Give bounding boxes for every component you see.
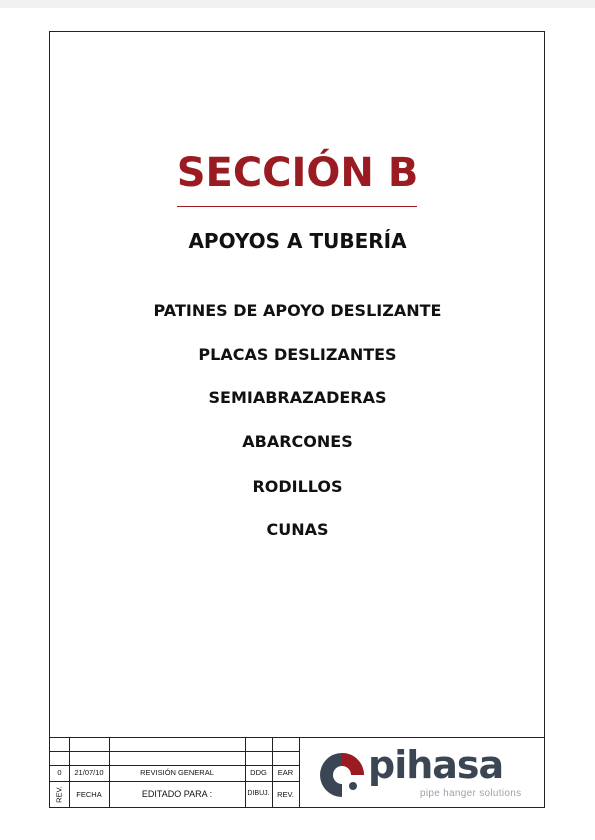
title-block-line — [50, 751, 300, 752]
list-item: CUNAS — [266, 520, 329, 539]
header-checked: REV. — [277, 790, 294, 799]
rev-checked: EAR — [277, 768, 294, 777]
rev-drawn: DDG — [250, 768, 267, 777]
logo-tagline: pipe hanger solutions — [420, 788, 522, 799]
list-item: SEMIABRAZADERAS — [208, 388, 387, 407]
title-underline — [177, 206, 417, 207]
list-item: ABARCONES — [242, 432, 353, 451]
list-item: RODILLOS — [252, 477, 343, 496]
rev-date: 21/07/10 — [74, 768, 104, 777]
pihasa-mark-icon — [317, 750, 367, 800]
section-subtitle: APOYOS A TUBERÍA — [188, 229, 407, 253]
header-edited-for: EDITADO PARA : — [141, 789, 213, 799]
list-item: PATINES DE APOYO DESLIZANTE — [153, 301, 442, 320]
drawing-frame — [49, 31, 545, 808]
title-block-col — [299, 737, 300, 807]
header-rev: REV. — [54, 786, 64, 803]
section-title: SECCIÓN B — [176, 150, 419, 196]
logo-wordmark: pihasa — [368, 743, 504, 787]
header-drawn: DIBUJ. — [247, 790, 270, 797]
title-block-line — [50, 765, 300, 766]
list-item: PLACAS DESLIZANTES — [198, 345, 397, 364]
rev-number: 0 — [57, 768, 62, 777]
header-date: FECHA — [76, 790, 102, 799]
title-block-top-line — [50, 737, 544, 738]
rev-description: REVISIÓN GENERAL — [140, 768, 214, 777]
viewer-top-bar — [0, 0, 595, 8]
title-block-line — [50, 781, 300, 782]
